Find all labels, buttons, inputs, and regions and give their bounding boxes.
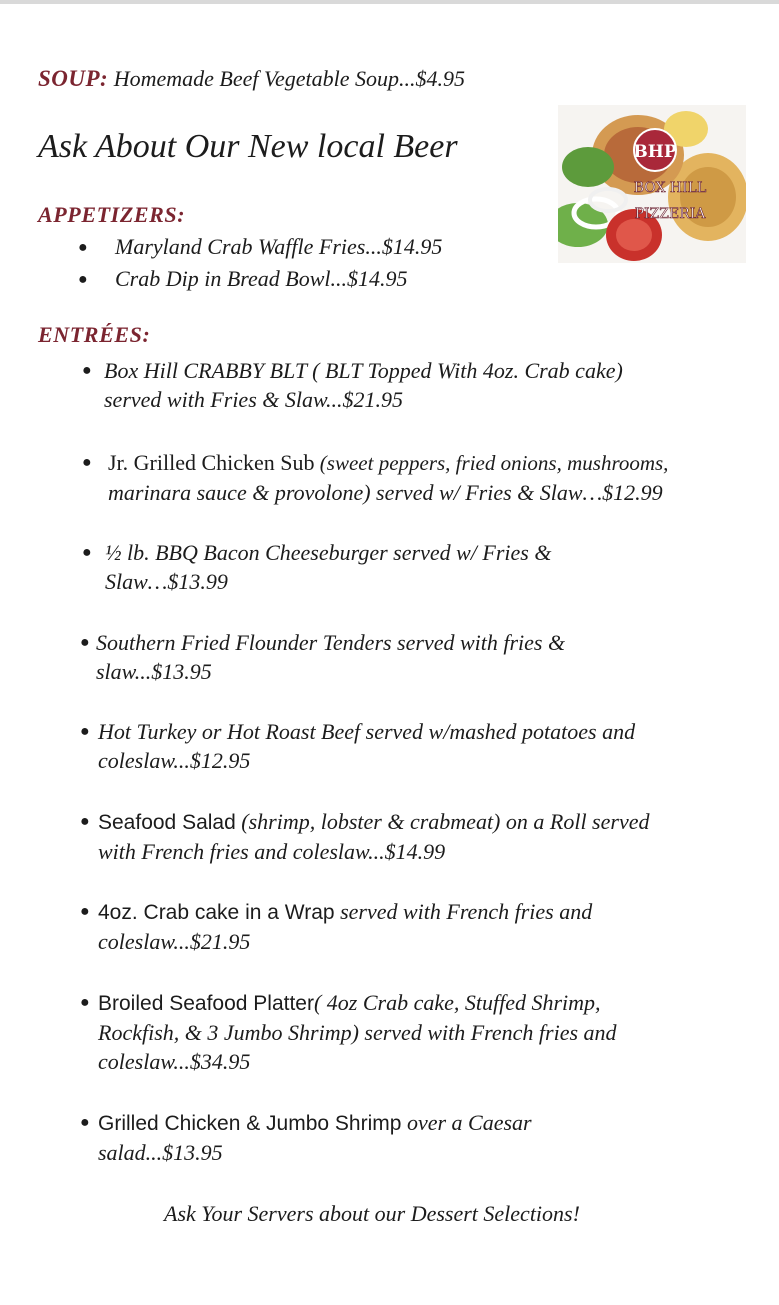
entree-item: ● Grilled Chicken & Jumbo Shrimp over a Caesar salad...$13.95 [80, 1110, 532, 1165]
entree-name: 4oz. Crab cake in a Wrap [98, 901, 335, 924]
entree-item: ● ½ lb. BBQ Bacon Cheeseburger served w/ Fries & Slaw…$13.99 [82, 540, 552, 594]
soup-line [38, 66, 465, 92]
box-hill-pizzeria-logo [558, 105, 746, 263]
entree-name: Jr. Grilled Chicken Sub [108, 450, 315, 475]
entree-item: ● Hot Turkey or Hot Roast Beef served w/mashed potatoes and coleslaw...$12.95 [80, 719, 636, 773]
soup-text: Homemade Beef Vegetable Soup...$4.95 [113, 66, 466, 91]
dessert-notice: Ask Your Servers about our Dessert Selections! [164, 1201, 580, 1226]
entrees-heading: ENTRÉES: [38, 322, 151, 347]
entree-item: ● Jr. Grilled Chicken Sub (sweet peppers, fried onions, mushrooms, marinara sauce & provolone) served w/ Fries & Slaw…$12.99 [82, 450, 669, 505]
entree-item: ● Box Hill CRABBY BLT ( BLT Topped With 4oz. Crab cake) served with Fries & Slaw...$21.95 [82, 358, 623, 412]
entree-item: ● Broiled Seafood Platter( 4oz Crab cake, Stuffed Shrimp, Rockfish, & 3 Jumbo Shrimp) served with French fries and coleslaw...$34.95 [80, 990, 617, 1074]
logo-line-1: BOX HILL [633, 180, 707, 196]
appetizers-heading: APPETIZERS: [38, 202, 186, 227]
entree-name: Seafood Salad [98, 811, 236, 834]
soup-label: SOUP: [38, 66, 109, 91]
appetizer-item: ● Maryland Crab Waffle Fries...$14.95 [78, 234, 443, 259]
entree-item: ● Southern Fried Flounder Tenders served with fries & slaw...$13.95 [80, 630, 566, 684]
logo-monogram: BHP [633, 142, 677, 162]
entree-name: Broiled Seafood Platter [98, 992, 314, 1015]
logo-line-2: PIZZERIA [634, 206, 706, 222]
entree-item: ● 4oz. Crab cake in a Wrap served with French fries and coleslaw...$21.95 [80, 899, 593, 954]
entree-name: Grilled Chicken & Jumbo Shrimp [98, 1112, 402, 1135]
appetizer-item: ● Crab Dip in Bread Bowl...$14.95 [78, 266, 408, 291]
beer-notice: Ask About Our New local Beer [38, 128, 458, 165]
entree-item: ● Seafood Salad (shrimp, lobster & crabmeat) on a Roll served with French fries and coleslaw...$14.99 [80, 809, 650, 864]
